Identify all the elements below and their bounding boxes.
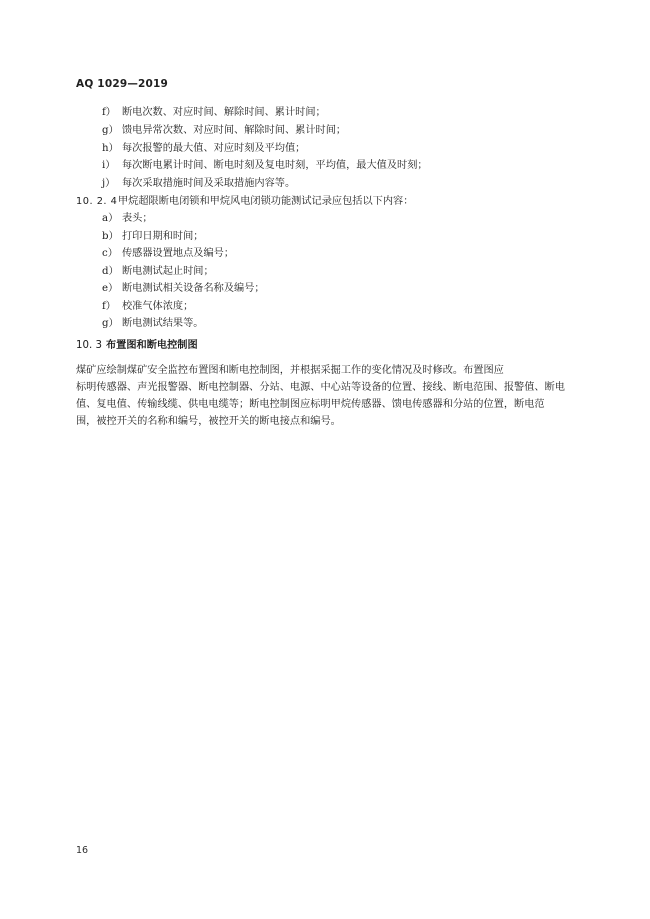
- list-item: [102, 142, 305, 156]
- clause-text: 甲烷超限断电闭锁和甲烷风电闭锁功能测试记录应包括以下内容：: [118, 196, 414, 207]
- list-item-text: 校准气体浓度；: [122, 301, 194, 312]
- list-item-letter: h）: [102, 143, 119, 154]
- list-item: [102, 317, 204, 331]
- list-item: [102, 177, 295, 191]
- list-item-text: 断电测试相关设备名称及编号；: [122, 283, 265, 294]
- list-item-letter: b）: [102, 231, 119, 242]
- list-item: [102, 124, 346, 138]
- clause-number: 10. 2. 4: [76, 196, 118, 207]
- list-item: [102, 282, 265, 296]
- paragraph-line: 值、复电值、传输线缆、供电电缆等；断电控制图应标明甲烷传感器、馈电传感器和分站的位置，断电范: [76, 399, 545, 410]
- list-item-letter: j）: [102, 178, 116, 189]
- clause-10-2-4: [76, 195, 413, 209]
- list-item: [102, 106, 326, 120]
- list-item-letter: f）: [102, 301, 116, 312]
- list-item-letter: i）: [102, 160, 116, 171]
- list-item: [102, 300, 193, 314]
- list-item-text: 断电测试起止时间；: [122, 266, 214, 277]
- list-item: [102, 265, 214, 279]
- list-item: [102, 159, 428, 173]
- list-item-text: 打印日期和时间；: [122, 231, 204, 242]
- paragraph-line: 标明传感器、声光报警器、断电控制器、分站、电源、中心站等设备的位置、接线、断电范围、报警值、断电: [76, 382, 565, 393]
- page-number: 16: [76, 845, 89, 856]
- list-item-letter: d）: [102, 266, 119, 277]
- section-heading-10-3: [76, 339, 198, 353]
- paragraph-line: 煤矿应绘制煤矿安全监控布置图和断电控制图，并根据采掘工作的变化情况及时修改。布置图应: [76, 365, 504, 376]
- list-item: [102, 212, 153, 226]
- list-item: [102, 230, 204, 244]
- list-item-letter: e）: [102, 283, 119, 294]
- list-item-text: 断电次数、对应时间、解除时间、累计时间；: [122, 107, 326, 118]
- paragraph-line: 围，被控开关的名称和编号，被控开关的断电接点和编号。: [76, 416, 341, 427]
- list-item: [102, 247, 234, 261]
- list-item-letter: g）: [102, 125, 119, 136]
- list-item-text: 断电测试结果等。: [122, 318, 204, 329]
- list-item-text: 传感器设置地点及编号；: [122, 248, 235, 259]
- list-item-letter: g）: [102, 318, 119, 329]
- list-item-letter: f）: [102, 107, 116, 118]
- section-number: 10. 3: [76, 340, 102, 351]
- list-item-text: 每次报警的最大值、对应时刻及平均值；: [122, 143, 306, 154]
- section-title: 布置图和断电控制图: [106, 340, 198, 351]
- list-item-text: 每次采取措施时间及采取措施内容等。: [122, 178, 296, 189]
- standard-code-header: AQ 1029—2019: [76, 78, 169, 90]
- list-item-letter: a）: [102, 213, 119, 224]
- list-item-letter: c）: [102, 248, 118, 259]
- list-item-text: 表头；: [122, 213, 153, 224]
- section-paragraph: [76, 362, 576, 430]
- list-item-text: 馈电异常次数、对应时间、解除时间、累计时间；: [122, 125, 347, 136]
- list-item-text: 每次断电累计时间、断电时刻及复电时刻，平均值，最大值及时刻；: [122, 160, 428, 171]
